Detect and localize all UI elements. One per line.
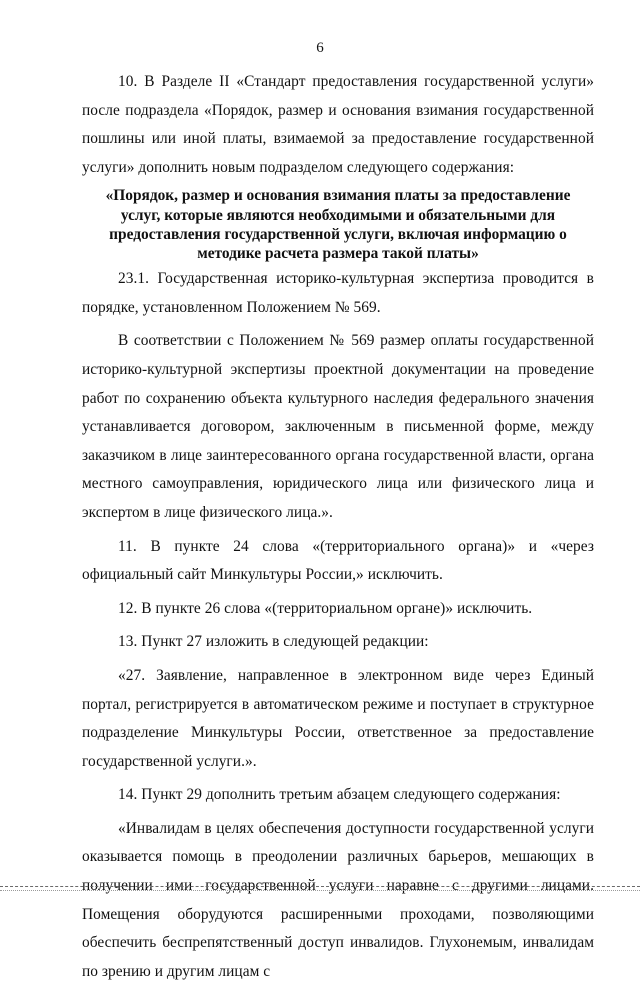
subsection-heading: «Порядок, размер и основания взимания платы за предоставление услуг, которые являются необходимыми и обязательными для предоставления государственной услуги, включая информацию о методике расчета размера такой платы»: [105, 187, 571, 262]
paragraph-item-13: 13. Пункт 27 изложить в следующей редакции:: [118, 633, 429, 651]
paragraph-item-14: 14. Пункт 29 дополнить третьим абзацем следующего содержания:: [118, 786, 561, 804]
paragraph-accessibility: «Инвалидам в целях обеспечения доступности государственной услуги оказывается помощь в преодолении различных барьеров, мешающих в получении ими государственной услуги наравне с другими лицами. Помещения оборудуются расширенными проходами, позволяющими обеспечить беспрепятственный доступ инвалидов. Глухонемым, инвалидам по зрению и другим лицам с: [82, 819, 594, 980]
paragraph-23-1: 23.1. Государственная историко-культурная экспертиза проводится в порядке, установленном Положением № 569.: [82, 270, 594, 316]
paragraph-section-10: 10. В Разделе II «Стандарт предоставления государственной услуги» после подраздела «Порядок, размер и основания взимания государственной пошлины или иной платы, взимаемой за предоставление государственной услуги» дополнить новым подразделом следующего содержания:: [82, 73, 594, 176]
paragraph-item-27-text: «27. Заявление, направленное в электронном виде через Единый портал, регистрируется в автоматическом режиме и поступает в структурное подразделение Минкультуры России, ответственное за предоставление государственной услуги.».: [82, 666, 594, 770]
scan-edge-line-secondary: [0, 890, 640, 891]
scan-edge-line: [0, 886, 640, 887]
page-number: 6: [316, 40, 324, 56]
document-body: [82, 68, 594, 986]
paragraph-item-12: 12. В пункте 26 слова «(территориальном органе)» исключить.: [118, 599, 533, 617]
paragraph-payment-amount: В соответствии с Положением № 569 размер оплаты государственной историко-культурной экспертизы проектной документации на проведение работ по сохранению объекта культурного наследия федерального значения устанавливается договором, заключенным в письменной форме, между заказчиком в лице заинтересованного органа государственной власти, органа местного самоуправления, юридического лица или физического лица и экспертом в лице физического лица.».: [82, 332, 594, 521]
paragraph-item-11: 11. В пункте 24 слова «(территориального органа)» и «через официальный сайт Минкультуры России,» исключить.: [82, 537, 594, 584]
